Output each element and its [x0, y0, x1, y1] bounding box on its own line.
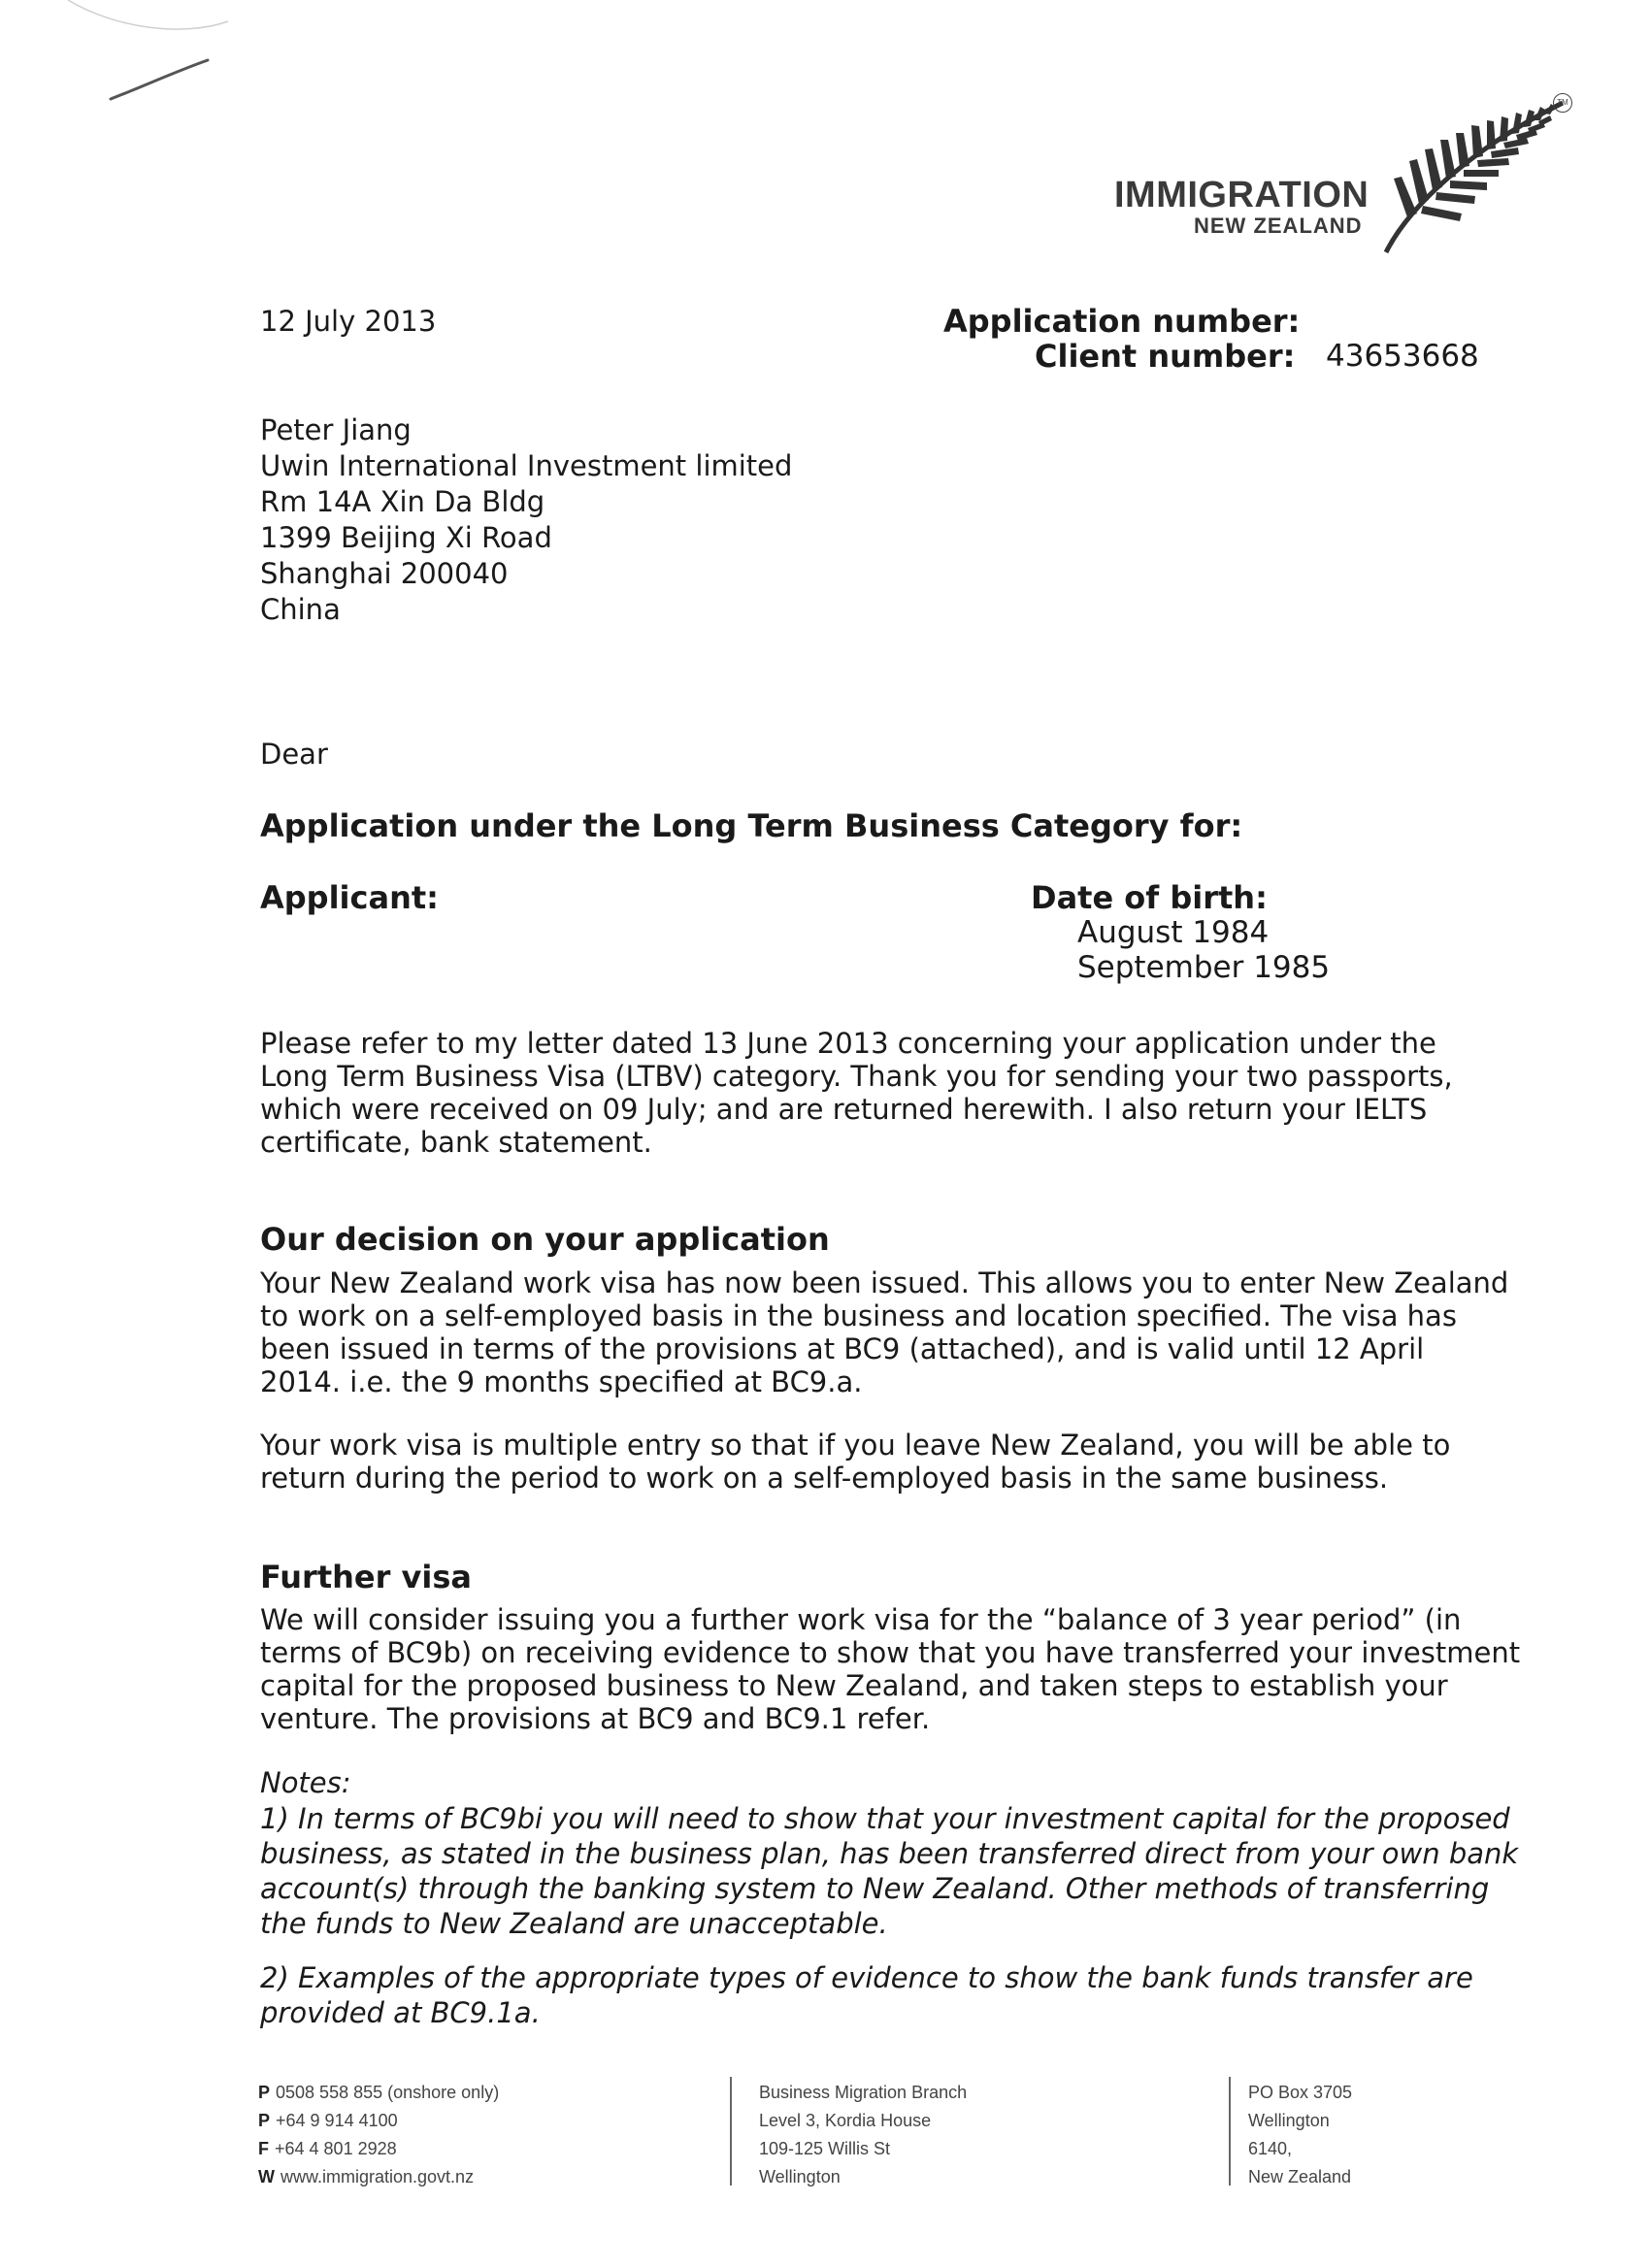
footer-postal [1248, 2079, 1352, 2191]
footer-contact [258, 2079, 499, 2191]
footer-value: www.immigration.govt.nz [280, 2167, 475, 2186]
note-1 [260, 1801, 1518, 1941]
address-line: Rm 14A Xin Da Bldg [260, 485, 545, 518]
note-line: account(s) through the banking system to New Zealand. Other methods of transferring [260, 1872, 1490, 1905]
address-line: Shanghai 200040 [260, 557, 509, 590]
note-line: 1) In terms of BC9bi you will need to show that your investment capital for the proposed [260, 1802, 1510, 1835]
note-line: the funds to New Zealand are unacceptable. [260, 1907, 888, 1940]
paragraph-line: Your work visa is multiple entry so that if you leave New Zealand, you will be able to [260, 1429, 1451, 1462]
note-line: 2) Examples of the appropriate types of evidence to show the bank funds transfer are [260, 1961, 1473, 1994]
footer-line: Wellington [759, 2167, 841, 2186]
application-number-label: Application number: [943, 303, 1301, 340]
intro-paragraph [260, 1027, 1453, 1159]
footer-key: F [258, 2139, 269, 2158]
footer-key: P [258, 2111, 271, 2130]
paragraph-line: Long Term Business Visa (LTBV) category. Thank you for sending your two passports, [260, 1060, 1453, 1093]
footer-branch [759, 2079, 967, 2191]
date-of-birth-label: Date of birth: [1031, 879, 1268, 916]
client-number-label: Client number: [1035, 338, 1296, 375]
address-line: Uwin International Investment limited [260, 449, 793, 482]
paragraph-line: which were received on 09 July; and are returned herewith. I also return your IELTS [260, 1093, 1428, 1126]
address-line: 1399 Beijing Xi Road [260, 521, 552, 554]
decision-paragraph-2 [260, 1429, 1450, 1495]
logo-title: IMMIGRATION [1114, 175, 1370, 215]
notes-label: Notes: [260, 1766, 351, 1799]
further-visa-heading: Further visa [260, 1559, 472, 1595]
paragraph-line: certificate, bank statement. [260, 1126, 652, 1159]
footer-value: +64 9 914 4100 [276, 2111, 398, 2130]
scan-curve-artifact [58, 0, 233, 39]
footer-divider [730, 2077, 732, 2186]
footer-key: P [258, 2083, 271, 2102]
footer-line: 109-125 Willis St [759, 2139, 891, 2158]
footer-line: 6140, [1248, 2139, 1293, 2158]
paragraph-line: capital for the proposed business to New Zealand, and taken steps to establish your [260, 1669, 1448, 1702]
paragraph-line: return during the period to work on a self-employed basis in the same business. [260, 1462, 1389, 1495]
paragraph-line: terms of BC9b) on receiving evidence to show that you have transferred your investment [260, 1636, 1521, 1669]
trademark-badge [1553, 93, 1572, 113]
decision-paragraph-1 [260, 1266, 1508, 1398]
address-line: Peter Jiang [260, 413, 412, 446]
footer-value: 0508 558 855 (onshore only) [276, 2083, 500, 2102]
note-2 [260, 1960, 1473, 2030]
footer-line: Business Migration Branch [759, 2083, 968, 2102]
paragraph-line: to work on a self-employed basis in the business and location specified. The visa has [260, 1299, 1457, 1332]
logo-subtitle: NEW ZEALAND [1194, 214, 1363, 238]
client-number-value: 43653668 [1326, 339, 1479, 374]
footer-line [258, 2107, 499, 2135]
footer-line [258, 2079, 499, 2107]
footer-line [258, 2135, 499, 2163]
footer-key: W [258, 2167, 275, 2186]
silver-fern-icon [1378, 93, 1572, 258]
applicant-label: Applicant: [260, 879, 439, 916]
paragraph-line: We will consider issuing you a further work visa for the “balance of 3 year period” (in [260, 1603, 1462, 1636]
note-line: business, as stated in the business plan, has been transferred direct from your own bank [260, 1837, 1519, 1870]
pen-mark [107, 56, 214, 105]
footer-line [258, 2163, 499, 2191]
footer-line: PO Box 3705 [1248, 2083, 1353, 2102]
further-visa-paragraph [260, 1603, 1520, 1735]
salutation: Dear [260, 738, 328, 771]
recipient-address [260, 412, 792, 628]
footer-line: New Zealand [1248, 2167, 1352, 2186]
subject-heading: Application under the Long Term Business Category for: [260, 807, 1243, 844]
trademark-text: TM [1557, 98, 1568, 107]
date-of-birth-value: September 1985 [1077, 950, 1331, 985]
footer-divider [1229, 2077, 1231, 2186]
footer-line: Level 3, Kordia House [759, 2111, 932, 2130]
logo [1106, 93, 1572, 258]
paragraph-line: Your New Zealand work visa has now been issued. This allows you to enter New Zealand [260, 1266, 1509, 1299]
note-line: provided at BC9.1a. [260, 1996, 541, 2029]
address-line: China [260, 593, 341, 626]
paragraph-line: been issued in terms of the provisions at BC9 (attached), and is valid until 12 April [260, 1332, 1425, 1365]
footer-value: +64 4 801 2928 [275, 2139, 397, 2158]
footer-line: Wellington [1248, 2111, 1330, 2130]
paragraph-line: venture. The provisions at BC9 and BC9.1 refer. [260, 1702, 931, 1735]
decision-heading: Our decision on your application [260, 1221, 830, 1258]
date-of-birth-value: August 1984 [1077, 915, 1270, 950]
paragraph-line: 2014. i.e. the 9 months specified at BC9.a. [260, 1365, 863, 1398]
paragraph-line: Please refer to my letter dated 13 June 2013 concerning your application under the [260, 1027, 1436, 1060]
letter-date: 12 July 2013 [260, 305, 437, 338]
